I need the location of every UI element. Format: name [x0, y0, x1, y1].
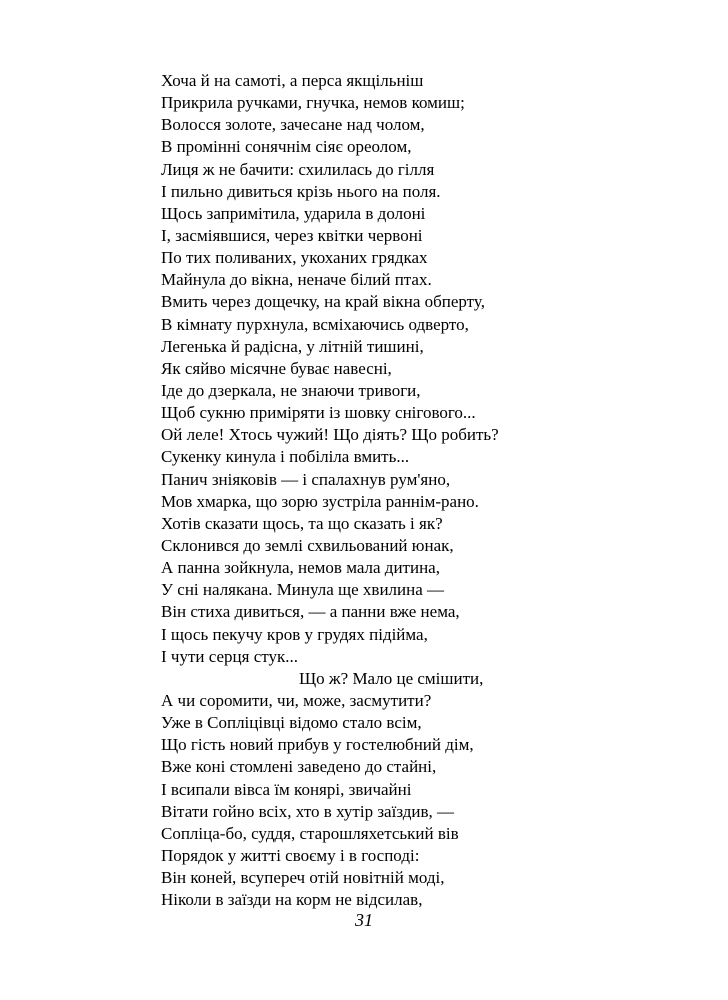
poem-line: Хоча й на самоті, а перса якщільніш	[161, 71, 424, 90]
poem-line: А чи соромити, чи, може, засмутити?	[161, 690, 432, 710]
poem-line: Майнула до вікна, неначе білий птах.	[161, 270, 432, 290]
poem-line: Вітати гойно всіх, хто в хутір заїздив, —	[161, 801, 455, 821]
poem-line: Ніколи в заїзди на корм не відсилав,	[161, 890, 423, 910]
poem-line: Легенька й радісна, у літній тишині,	[161, 336, 424, 356]
poem-line: І чути серця стук...	[161, 646, 298, 666]
poem-text	[161, 70, 661, 911]
poem-line: Він коней, всупереч отій новітній моді,	[161, 868, 445, 888]
page-number: 31	[355, 910, 373, 930]
poem-line: Вмить через дощечку, на край вікна обперту,	[161, 292, 485, 312]
poem-line: Що гість новий прибув у гостелюбний дім,	[161, 735, 474, 755]
poem-line: І пильно дивиться крізь нього на поля.	[161, 181, 441, 201]
poem-line: Щось запримітила, ударила в долоні	[161, 203, 426, 223]
poem-line: Склонився до землі схвильований юнак,	[161, 535, 454, 555]
poem-line: У сні налякана. Минула ще хвилина —	[161, 580, 445, 600]
poem-line: А панна зойкнула, немов мала дитина,	[161, 558, 440, 578]
poem-line: Він стиха дивиться, — а панни вже нема,	[161, 602, 460, 622]
poem-line: І щось пекучу кров у грудях підійма,	[161, 624, 428, 644]
poem-line: Іде до дзеркала, не знаючи тривоги,	[161, 380, 421, 400]
poem-line: Лиця ж не бачити: схилилась до гілля	[161, 159, 435, 179]
poem-line: Вже коні стомлені заведено до стайні,	[161, 757, 437, 777]
poem-line: Як сяйво місячне буває навесні,	[161, 358, 392, 378]
poem-line: Сопліца-бо, суддя, старошляхетський вів	[161, 823, 459, 843]
poem-line: Мов хмарка, що зорю зустріла раннім-рано.	[161, 491, 479, 511]
poem-line: По тих поливаних, укоханих грядках	[161, 248, 428, 268]
poem-line-indented: Що ж? Мало це смішити,	[299, 668, 484, 688]
poem-line: Прикрила ручками, гнучка, немов комиш;	[161, 93, 465, 113]
poem-line: Волосся золоте, зачесане над чолом,	[161, 115, 425, 135]
poem-line: І, засміявшися, через квітки червоні	[161, 225, 423, 245]
poem-line: Сукенку кинула і побіліла вмить...	[161, 447, 410, 467]
poem-line: І всипали вівса їм конярі, звичайні	[161, 779, 412, 799]
poem-line: Хотів сказати щось, та що сказать і як?	[161, 513, 443, 533]
poem-line: Уже в Сопліцівці відомо стало всім,	[161, 713, 422, 733]
poem-line: Порядок у житті своєму і в господі:	[161, 845, 420, 865]
poem-line: В кімнату пурхнула, всміхаючись одверто,	[161, 314, 469, 334]
poem-line: Панич зніяковів — і спалахнув рум'яно,	[161, 469, 451, 489]
poem-line: В промінні сонячнім сіяє ореолом,	[161, 137, 412, 157]
poem-line: Щоб сукню приміряти із шовку снігового...	[161, 403, 476, 423]
poem-line: Ой леле! Хтось чужий! Що діять? Що робить?	[161, 425, 499, 445]
